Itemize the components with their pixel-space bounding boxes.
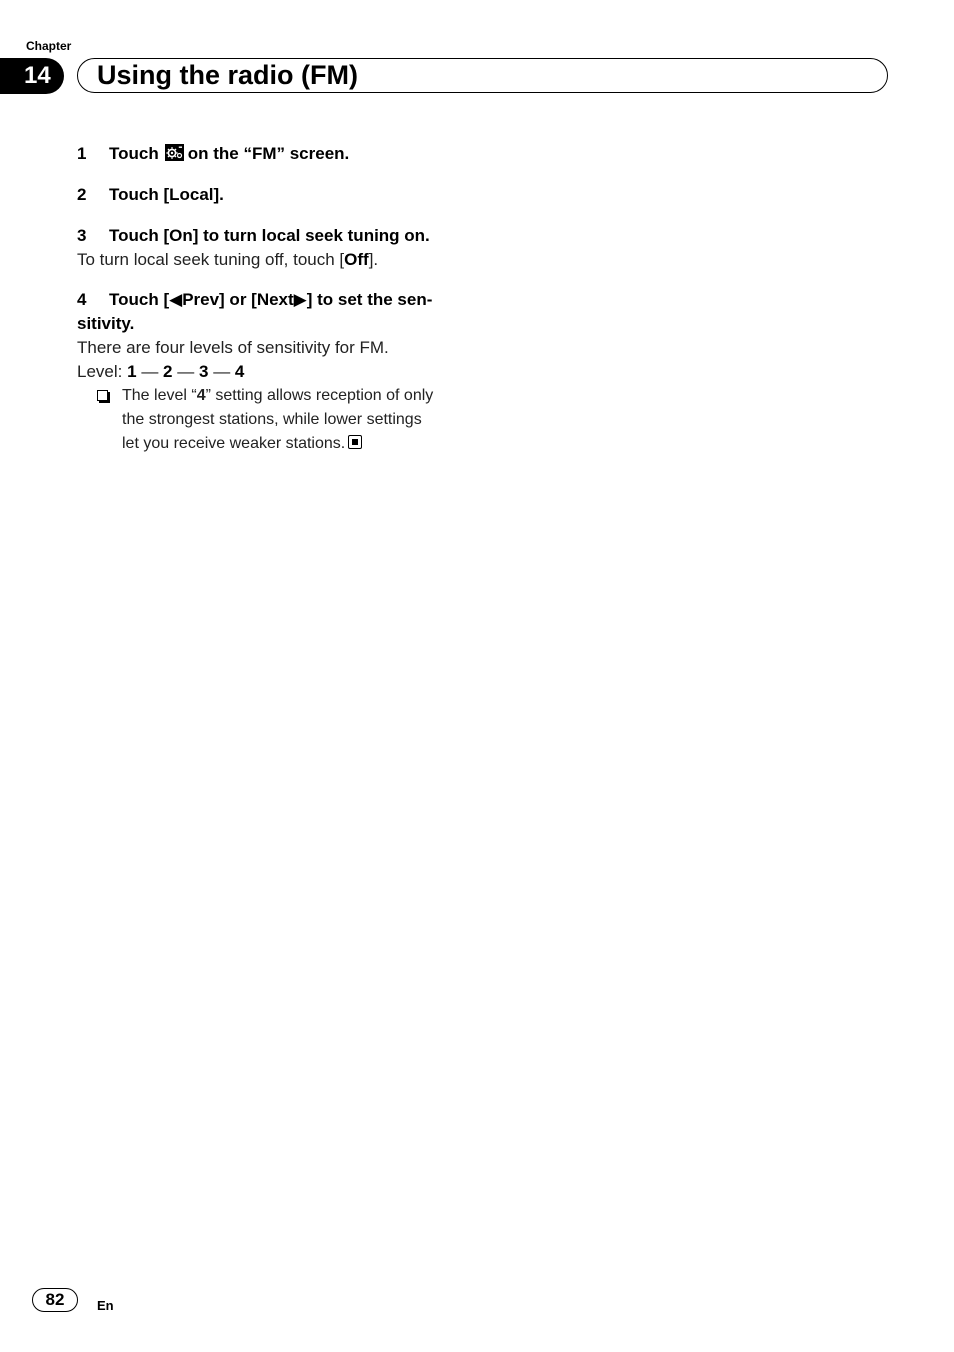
page-title: Using the radio (FM) [97, 60, 358, 90]
note-text: the strongest stations, while lower settings [122, 411, 422, 428]
sensitivity-levels [77, 360, 469, 384]
note-text: The level “ [122, 387, 197, 404]
level-value: 1 [127, 362, 137, 381]
step-3-description [77, 248, 469, 272]
step-3 [77, 224, 469, 248]
step-text-continued: on the “FM” screen. [187, 144, 350, 163]
step-text: Touch [On] to turn local seek tuning on. [109, 226, 430, 245]
page-number: 82 [32, 1288, 78, 1312]
description-text: To turn local seek tuning off, touch [ [77, 250, 345, 269]
level-value: 3 [198, 362, 209, 381]
settings-icon [165, 144, 184, 161]
step-number: 3 [77, 226, 87, 245]
chapter-label: Chapter [26, 39, 72, 53]
step-2 [77, 183, 469, 207]
note-level: 4 [196, 387, 206, 404]
note-text: ” setting allows reception of only [205, 387, 434, 404]
level-label: Level: [77, 362, 123, 381]
main-content [77, 142, 469, 456]
level-value: 2 [163, 362, 173, 381]
step-text-line2: sitivity. [77, 314, 135, 333]
note [77, 384, 469, 456]
note-text: let you receive weaker stations. [122, 435, 346, 452]
step-number: 1 [77, 144, 87, 163]
step-4 [77, 288, 469, 336]
level-separator: — [141, 362, 159, 381]
step-number: 2 [77, 185, 87, 204]
end-mark-icon [348, 435, 362, 449]
step-4-description: There are four levels of sensitivity for FM. [77, 338, 389, 357]
step-text: Touch [Local]. [109, 185, 224, 204]
step-number: 4 [77, 290, 87, 309]
note-bullet-icon [97, 390, 108, 401]
off-label: Off [344, 250, 369, 269]
language-label: En [97, 1298, 114, 1313]
level-separator: — [177, 362, 195, 381]
description-text-end: ]. [368, 250, 379, 269]
chapter-number-badge: 14 [0, 58, 64, 94]
level-separator: — [213, 362, 231, 381]
level-value: 4 [234, 362, 245, 381]
step-text: Touch [109, 144, 159, 163]
step-1 [77, 142, 469, 166]
step-text: Touch [◀Prev] or [Next▶] to set the sen- [109, 290, 433, 309]
